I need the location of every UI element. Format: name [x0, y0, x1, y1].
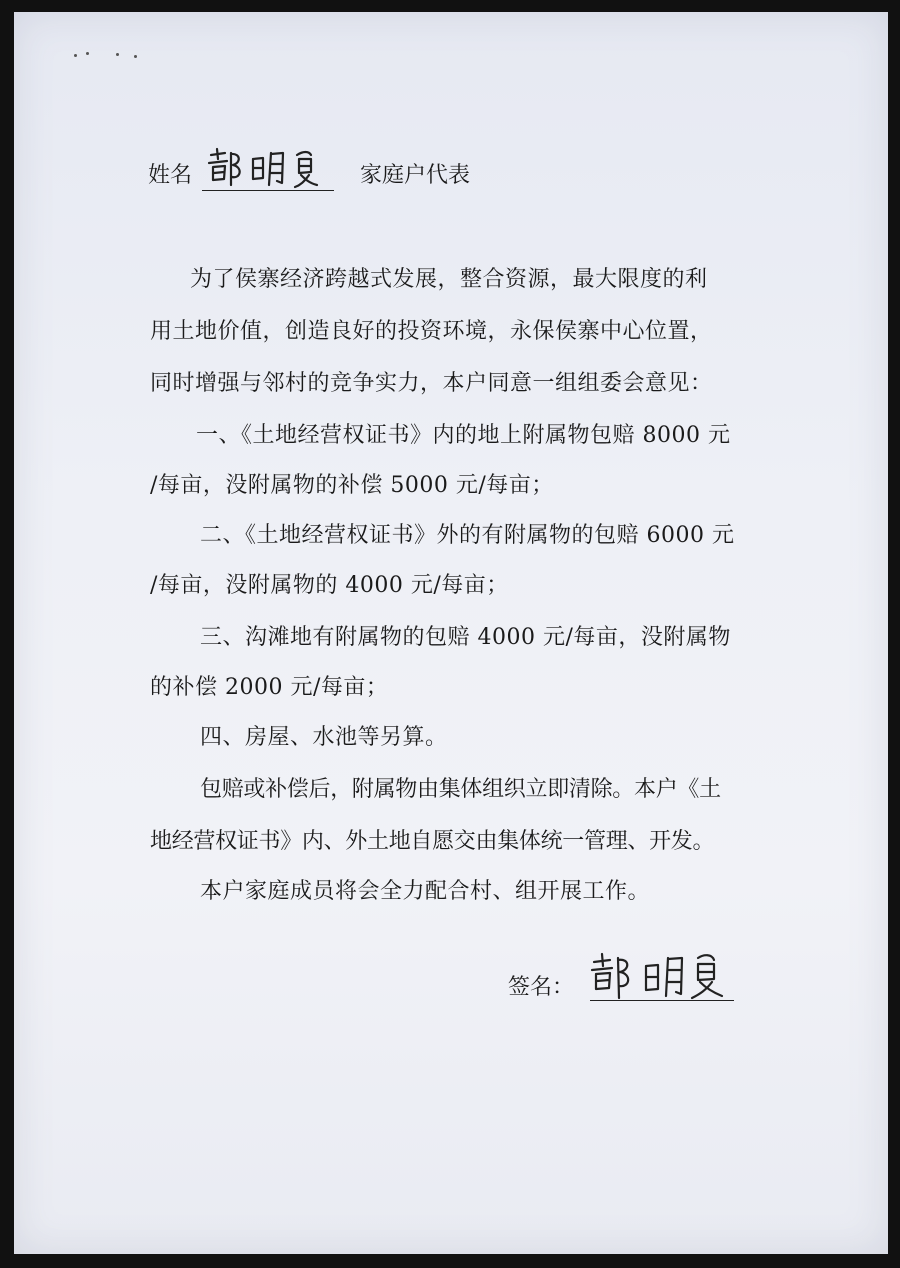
body-line: 地经营权证书》内、外土地自愿交由集体统一管理、开发。: [150, 829, 715, 854]
handwritten-name-header: [205, 145, 335, 195]
body-line: 为了侯寨经济跨越式发展，整合资源，最大限度的利: [190, 267, 708, 292]
body-line: 包赔或补偿后，附属物由集体组织立即清除。本户《土: [200, 777, 721, 802]
name-label: 姓名: [148, 163, 193, 188]
signature-label: 签名：: [508, 975, 575, 1000]
body-line: 用土地价值，创造良好的投资环境，永保侯寨中心位置，: [150, 319, 713, 344]
clause-2-line: /每亩，没附属物的 4000 元/每亩；: [150, 573, 509, 598]
clause-3-line: 的补偿 2000 元/每亩；: [150, 675, 389, 700]
name-underline: [202, 190, 334, 191]
clause-1-line: /每亩，没附属物的补偿 5000 元/每亩；: [150, 473, 554, 498]
clause-1-line: 一、《土地经营权证书》内的地上附属物包赔 8000 元: [196, 423, 731, 448]
body-line: 本户家庭成员将会全力配合村、组开展工作。: [200, 879, 651, 904]
body-line: 同时增强与邻村的竞争实力，本户同意一组组委会意见：: [150, 371, 713, 396]
clause-3-line: 三、沟滩地有附属物的包赔 4000 元/每亩，没附属物: [200, 625, 731, 650]
clause-2-line: 二、《土地经营权证书》外的有附属物的包赔 6000 元: [200, 523, 735, 548]
scan-specks: [74, 52, 154, 62]
clause-4-line: 四、房屋、水池等另算。: [200, 725, 448, 750]
handwritten-signature: [588, 948, 738, 1008]
signature-underline: [590, 1000, 734, 1001]
role-label: 家庭户代表: [360, 163, 471, 188]
